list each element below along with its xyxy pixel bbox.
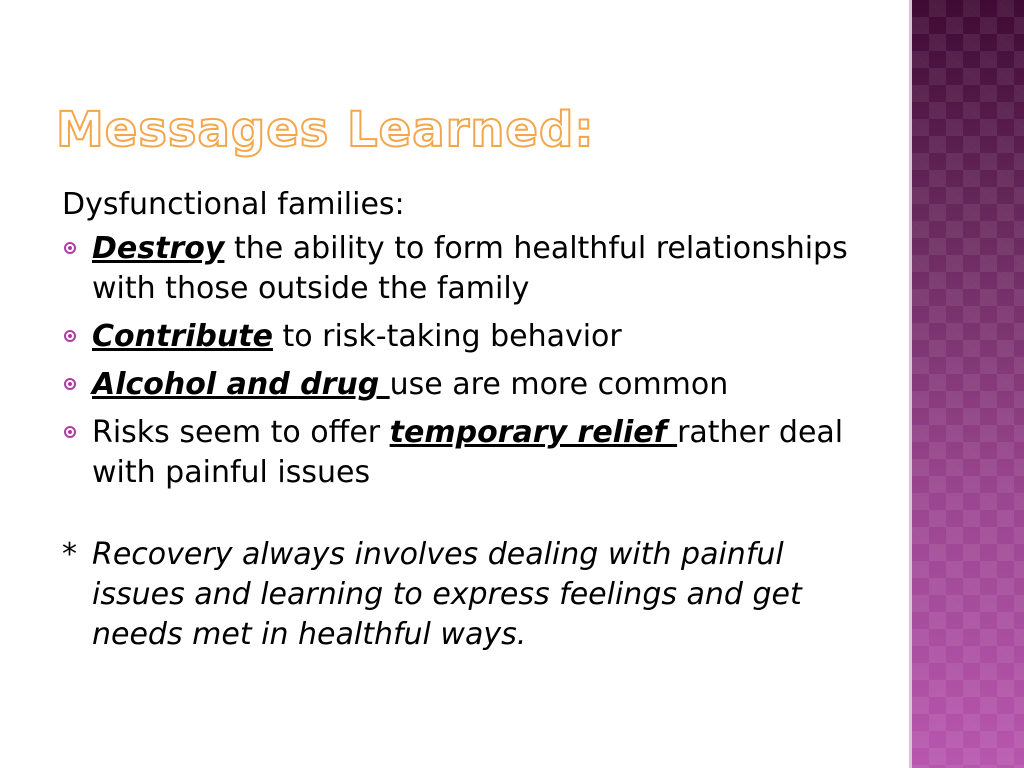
bullet-emphasis: temporary relief (389, 415, 678, 450)
bullet-list (62, 229, 852, 493)
bullet-emphasis: Alcohol and drug (92, 367, 390, 402)
intro-text: Dysfunctional families: (62, 187, 405, 222)
note-text: Recovery always involves dealing with painful issues and learning to express feelings and get needs met in healthful ways. (92, 537, 802, 652)
bullet-circle-icon (64, 242, 76, 254)
bullet-item (62, 317, 852, 357)
slide-body (62, 185, 852, 685)
bullet-after: the ability to form healthful relationships with those outside the family (92, 231, 848, 306)
decorative-side-band (912, 0, 1024, 768)
bullet-after: use are more common (389, 367, 729, 402)
bullet-emphasis: Contribute (92, 319, 273, 354)
bullet-item (62, 413, 852, 493)
bullet-circle-icon (64, 378, 76, 390)
bullet-circle-icon (64, 426, 76, 438)
bullet-after: to risk-taking behavior (272, 319, 622, 354)
slide-title: Messages Learned: (56, 102, 595, 158)
bullet-after: rather deal with painful issues (92, 415, 844, 490)
bullet-item (62, 229, 852, 309)
bullet-emphasis: Destroy (92, 231, 225, 266)
note-marker: * (62, 537, 77, 572)
bullet-circle-icon (64, 330, 76, 342)
bullet-item (62, 365, 852, 405)
recovery-note (62, 535, 852, 655)
bullet-before: Risks seem to offer (92, 415, 390, 450)
